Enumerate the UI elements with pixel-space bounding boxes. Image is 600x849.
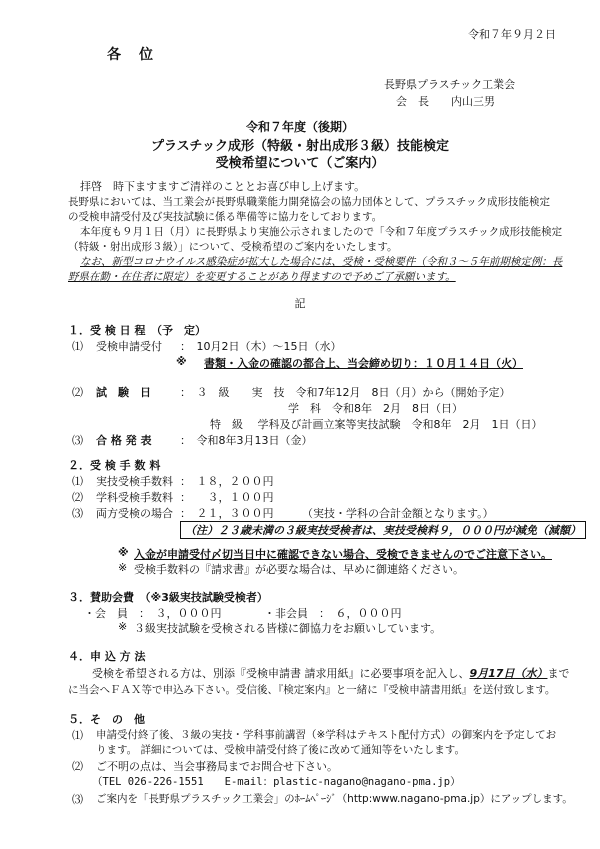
paragraph-3b: 野県在勤・在住者に限定）を変更することがあり得ますので予めご了承願います。 xyxy=(68,271,456,283)
s1-r3-value: ： 令和8年3月13日（金） xyxy=(180,434,313,447)
s2-f1-value: ： １８，２００円 xyxy=(180,475,274,488)
s5-contact: （TEL 026-226-1551 E-mail：plastic-nagano@nagano-pma.jp） xyxy=(92,776,461,788)
s3-member-fee: ・会 員 ： ３，０００円 xyxy=(84,607,222,620)
s5-i2-text: ご不明の点は、当会事務局までお問合せ下さい。 xyxy=(96,760,338,773)
s2-f2-value: ： ３，１００円 xyxy=(180,491,274,504)
s2-n2-text: 受検手数料の『請求書』が必要な場合は、早めに御連絡ください。 xyxy=(134,563,464,576)
s5-i3-num: ⑶ xyxy=(72,793,83,806)
s2-box-note: （注）２３歳未満の３級実技受検者は、実技受検料９，０００円が減免（減額） xyxy=(180,521,586,539)
document-date: 令和７年９月２日 xyxy=(468,28,556,41)
s1-r2-line1: ： ３ 級 実 技 令和7年12月 8日（月）から（開始予定） xyxy=(180,386,511,399)
section5-heading: ５．そ の 他 xyxy=(68,713,145,726)
s2-f3-note: （実技・学科の合計金額となります。） xyxy=(302,507,494,520)
section4-heading: ４．申 込 方 法 xyxy=(68,650,146,663)
s1-r2-num: ⑵ xyxy=(72,386,83,399)
s2-f1-num: ⑴ xyxy=(72,475,83,488)
title-line1: 令和７年度（後期） xyxy=(245,120,354,134)
s2-f2-num: ⑵ xyxy=(72,491,83,504)
section3-heading: ３．賛助会費 （※3級実技試験受検者） xyxy=(68,591,268,604)
s5-i2-num: ⑵ xyxy=(72,760,83,773)
addressee: 各 位 xyxy=(107,47,155,63)
s1-r3-label: 合 格 発 表 xyxy=(96,434,152,447)
title-line3: 受検希望について（ご案内） xyxy=(215,156,385,171)
s4-line1-b: まで xyxy=(547,667,570,680)
sender-title: 会 長 内山三男 xyxy=(396,95,495,108)
s1-r1-value: ： 10月2日（木）～15日（水） xyxy=(180,340,342,353)
s5-i1-num: ⑴ xyxy=(72,729,83,742)
s1-r2-label: 試 験 日 xyxy=(96,386,151,399)
s3-nonmember-fee: ・非会員 ： ６，０００円 xyxy=(264,607,402,620)
s2-n2-mark: ※ xyxy=(118,561,128,574)
s1-r1-num: ⑴ xyxy=(72,340,83,353)
s1-r1-label: 受検申請受付 xyxy=(96,340,162,353)
s2-f3-value: ： ２１，３００円 xyxy=(180,507,274,520)
s1-note-text: 書類・入金の確認の都合上、当会締め切り：１０月１４日（火） xyxy=(204,357,523,370)
section2-heading: ２．受 検 手 数 料 xyxy=(68,459,161,472)
ki-marker: 記 xyxy=(294,297,306,310)
s2-f3-label: 両方受検の場合 xyxy=(96,507,173,520)
s4-line2: に当会へＦＡＸ等で申込み下さい。受信後、『検定案内』と一緒に『受検申請書用紙』を送付致します。 xyxy=(68,684,556,696)
paragraph-3a: なお、新型コロナウイルス感染症が拡大した場合には、受検・受検要件（令和３～５年前期検定例：長 xyxy=(80,256,563,268)
s2-n1-text: 入金が申請受付〆切当日中に確認できない場合、受検できませんのでご注意下さい。 xyxy=(134,548,552,561)
title-line2: プラスチック成形（特級・射出成形３級）技能検定 xyxy=(151,139,449,154)
paragraph-1b: の受検申請受付及び実技試験に係る準備等に協力をしております。 xyxy=(68,211,383,223)
s4-deadline: 9月17日（水） xyxy=(469,667,548,680)
s5-i1-line1: 申請受付終了後、３級の実技・学科事前講習（※学科はテキスト配付方式）の御案内を予定してお xyxy=(96,729,557,741)
s1-r2-line3: 特 級 学科及び計画立案等実技試験 令和8年 2月 1日（日） xyxy=(210,418,543,431)
s3-note-mark: ※ xyxy=(118,620,128,633)
s5-i1-line2: ります。 詳細については、受検申請受付終了後に改めて通知等をいたします。 xyxy=(96,744,465,756)
paragraph-2a: 本年度も９月１日（月）に長野県より実施公示されましたので「令和７年度プラスチック成形技能検定 xyxy=(80,226,563,238)
s2-n1-mark: ※ xyxy=(118,546,129,559)
s2-f3-num: ⑶ xyxy=(72,507,83,520)
sender-org: 長野県プラスチック工業会 xyxy=(384,78,516,91)
s2-f1-label: 実技受検手数料 xyxy=(96,475,173,488)
s3-note: ３級実技試験を受検される皆様に御協力をお願いしています。 xyxy=(134,622,442,635)
s4-line1 xyxy=(92,665,569,681)
greeting: 拝啓 時下ますますご清祥のこととお喜び申し上げます。 xyxy=(80,180,366,193)
s4-line1-a: 受検を希望される方は、別添『受検申請書 請求用紙』に必要事項を記入し、 xyxy=(92,667,470,680)
s5-i3-text: ご案内を「長野県プラスチック工業会」のﾎｰﾑﾍﾟｰｼﾞ（http:www.nagano-pma.jp）にアップします。 xyxy=(96,793,573,805)
paragraph-1a: 長野県においては、当工業会が長野県職業能力開発協会の協力団体として、プラスチック成形技能検定 xyxy=(68,196,550,208)
s1-r2-line2: 学 科 令和8年 2月 8日（日） xyxy=(288,402,463,415)
s1-r3-num: ⑶ xyxy=(72,434,83,447)
s2-f2-label: 学科受検手数料 xyxy=(96,491,173,504)
s1-note-mark: ※ xyxy=(176,355,187,368)
section1-heading: １．受 検 日 程 （予 定） xyxy=(68,324,206,337)
paragraph-2b: （特級・射出成形３級）」について、受検希望のご案内をいたします。 xyxy=(68,241,398,253)
